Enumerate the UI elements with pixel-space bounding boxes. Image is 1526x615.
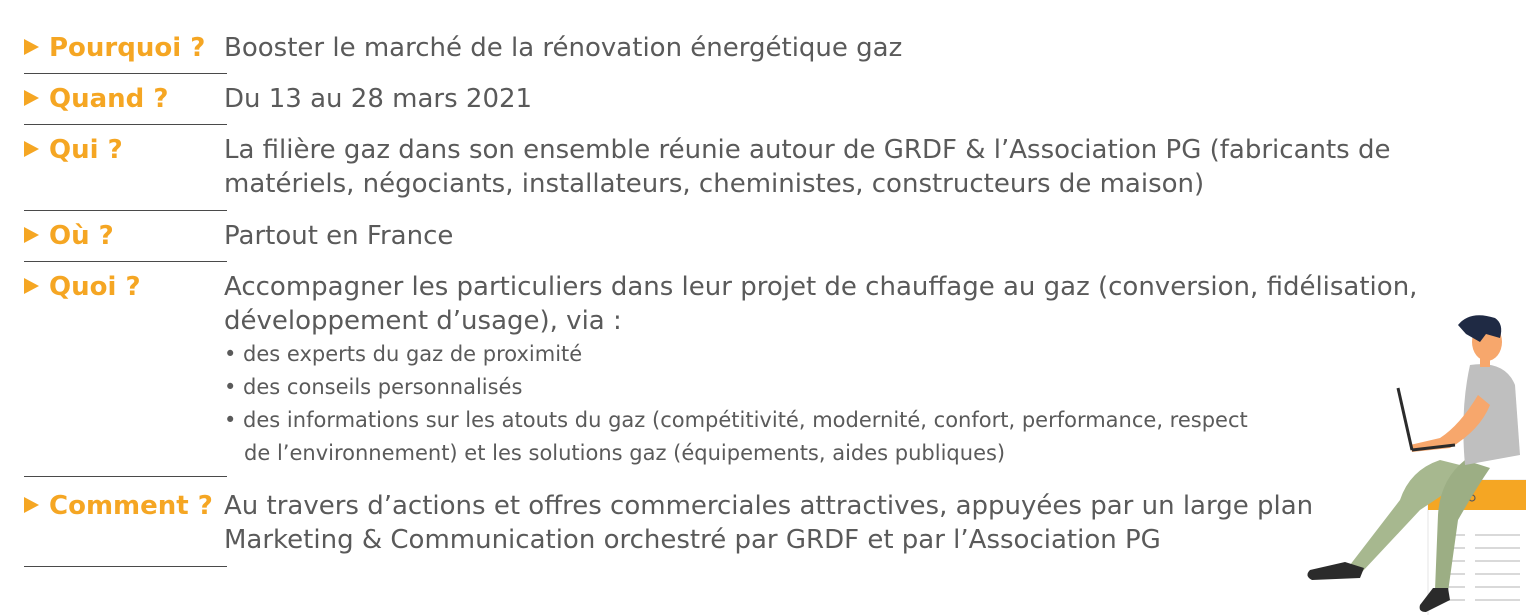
label-qui: Qui ? bbox=[24, 133, 123, 167]
text-line: Accompagner les particuliers dans leur projet de chauffage au gaz (conversion, fidélisation, bbox=[224, 272, 1418, 302]
text-line: Au travers d’actions et offres commerciales attractives, appuyées par un large plan bbox=[224, 491, 1314, 521]
text-line: matériels, négociants, installateurs, cheministes, constructeurs de maison) bbox=[224, 169, 1205, 199]
triangle-bullet-icon bbox=[24, 39, 39, 55]
text-line: Booster le marché de la rénovation énergétique gaz bbox=[224, 33, 903, 63]
text-line: Marketing & Communication orchestré par GRDF et par l’Association PG bbox=[224, 525, 1161, 555]
divider bbox=[24, 476, 227, 477]
triangle-bullet-icon bbox=[24, 141, 39, 157]
text-line: Du 13 au 28 mars 2021 bbox=[224, 84, 533, 114]
divider bbox=[24, 261, 227, 262]
divider bbox=[24, 566, 227, 567]
divider bbox=[24, 73, 227, 74]
bullet-item: • des conseils personnalisés bbox=[224, 375, 523, 399]
label-comment: Comment ? bbox=[24, 489, 213, 523]
content-qui bbox=[224, 133, 1444, 201]
triangle-bullet-icon bbox=[24, 90, 39, 106]
content-pourquoi bbox=[224, 31, 1444, 65]
text-line: Partout en France bbox=[224, 221, 454, 251]
text-line: La filière gaz dans son ensemble réunie autour de GRDF & l’Association PG (fabricants de bbox=[224, 135, 1391, 165]
bullet-list bbox=[224, 338, 1444, 470]
content-quoi bbox=[224, 270, 1444, 470]
text-line: développement d’usage), via : bbox=[224, 306, 622, 336]
divider bbox=[24, 210, 227, 211]
content-quand bbox=[224, 82, 1444, 116]
bullet-item: • des informations sur les atouts du gaz (compétitivité, modernité, confort, performance, respect bbox=[224, 408, 1248, 432]
triangle-bullet-icon bbox=[24, 278, 39, 294]
person-with-laptop-illustration bbox=[1290, 300, 1526, 615]
content-ou bbox=[224, 219, 1444, 253]
content-comment bbox=[224, 489, 1444, 557]
triangle-bullet-icon bbox=[24, 227, 39, 243]
bullet-item: de l’environnement) et les solutions gaz (équipements, aides publiques) bbox=[224, 441, 1006, 465]
label-pourquoi: Pourquoi ? bbox=[24, 31, 205, 65]
label-quoi: Quoi ? bbox=[24, 270, 141, 304]
triangle-bullet-icon bbox=[24, 497, 39, 513]
label-ou: Où ? bbox=[24, 219, 114, 253]
divider bbox=[24, 124, 227, 125]
bullet-item: • des experts du gaz de proximité bbox=[224, 342, 583, 366]
label-quand: Quand ? bbox=[24, 82, 168, 116]
